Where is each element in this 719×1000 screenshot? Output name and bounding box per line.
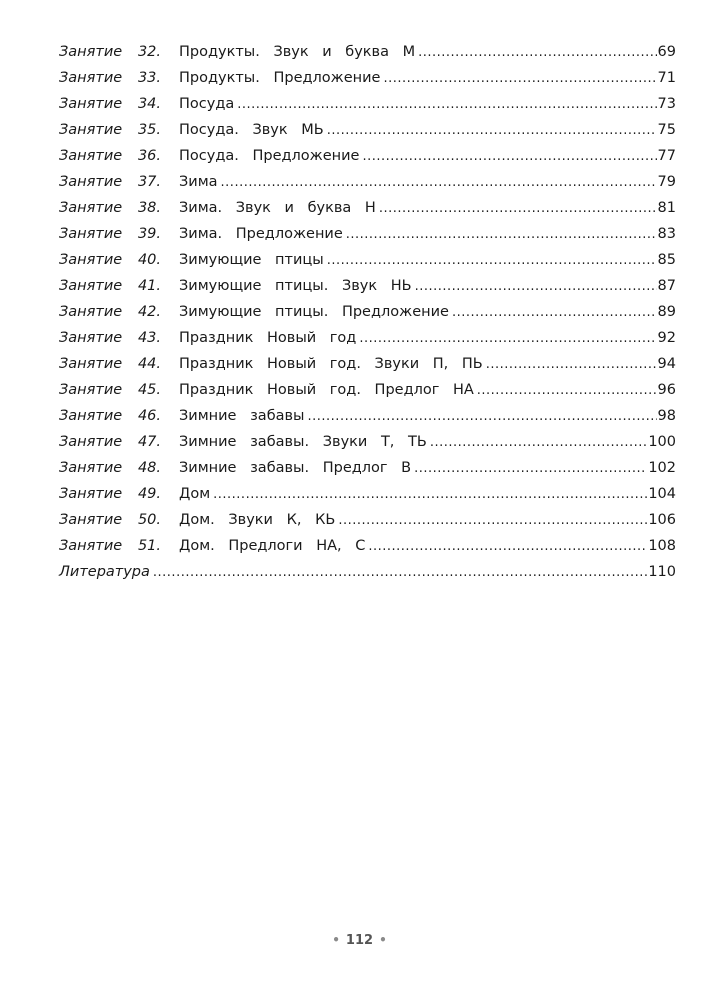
toc-page-number: 75 [657,122,676,138]
toc-entry-title: Зимующие птицы. Предложение [179,304,449,320]
toc-entry-title: Зимующие птицы. Звук НЬ [179,278,412,294]
toc-lesson-word: Занятие [59,122,123,138]
dot-leader [368,534,647,560]
toc-entry-title: Зимние забавы. Предлог В [179,460,412,476]
toc-lesson-word: Занятие [59,96,123,112]
toc-row[interactable] [59,39,676,65]
toc-lesson-number: 50. [137,512,161,528]
toc-row[interactable] [59,117,676,143]
toc-lesson-word: Занятие [59,538,123,554]
dot-leader [308,404,657,430]
dot-leader [418,40,656,66]
toc-lesson-word: Занятие [59,148,123,164]
toc-entry-title: Зима. Предложение [179,226,343,242]
toc-page-number: 110 [648,564,676,580]
toc-entry-title: Зима. Звук и буква Н [179,200,376,216]
toc-lesson-number: 33. [137,70,161,86]
toc-page-number: 92 [657,330,676,346]
dot-leader [327,118,657,144]
toc-entry-title: Зимние забавы. Звуки Т, ТЬ [179,434,427,450]
toc-page-number: 77 [657,148,676,164]
toc-entry-title: Дом. Предлоги НА, С [179,538,366,554]
toc-row[interactable] [59,325,676,351]
toc-page-number: 96 [657,382,676,398]
page-footer [0,933,719,948]
toc-lesson-word: Занятие [59,252,123,268]
dot-leader [430,430,647,456]
table-of-contents [59,39,676,585]
toc-row[interactable] [59,351,676,377]
toc-page-number: 87 [657,278,676,294]
toc-row[interactable] [59,507,676,533]
toc-entry-title: Зимующие птицы [179,252,324,268]
toc-lesson-number: 32. [137,44,161,60]
toc-entries [59,39,676,559]
toc-row[interactable] [59,481,676,507]
toc-lesson-number: 49. [137,486,161,502]
toc-page-number: 85 [657,252,676,268]
dot-leader [415,274,657,300]
toc-row[interactable] [59,169,676,195]
toc-lesson-word: Занятие [59,486,123,502]
toc-row[interactable] [59,429,676,455]
toc-lesson-word: Занятие [59,70,123,86]
toc-row[interactable] [59,91,676,117]
toc-page-number: 106 [648,512,676,528]
toc-entry-title: Зимние забавы [179,408,305,424]
toc-row[interactable] [59,273,676,299]
dot-leader [383,66,656,92]
toc-entry-title: Праздник Новый год [179,330,357,346]
dot-leader [477,378,657,404]
toc-lesson-word: Занятие [59,174,123,190]
toc-entry-title: Посуда. Предложение [179,148,360,164]
dot-leader [346,222,657,248]
dot-leader [237,92,656,118]
toc-lesson-number: 42. [137,304,161,320]
toc-entry-title: Литература [59,564,150,580]
toc-row[interactable] [59,403,676,429]
toc-lesson-word: Занятие [59,356,123,372]
footer-bullet-right: • [379,933,387,947]
toc-lesson-word: Занятие [59,330,123,346]
dot-leader [338,508,647,534]
toc-row[interactable] [59,143,676,169]
toc-page-number: 94 [657,356,676,372]
toc-page-number: 108 [648,538,676,554]
toc-row[interactable] [59,247,676,273]
toc-row[interactable] [59,195,676,221]
footer-page-number: 112 [345,933,374,948]
toc-lesson-number: 37. [137,174,161,190]
toc-lesson-number: 44. [137,356,161,372]
toc-lesson-word: Занятие [59,226,123,242]
dot-leader [213,482,647,508]
toc-page-number: 69 [657,44,676,60]
toc-lesson-number: 51. [137,538,161,554]
toc-lesson-word: Занятие [59,434,123,450]
toc-lesson-number: 43. [137,330,161,346]
toc-page-number: 79 [657,174,676,190]
toc-lesson-word: Занятие [59,278,123,294]
toc-lesson-word: Занятие [59,512,123,528]
toc-lesson-word: Занятие [59,200,123,216]
toc-entry-title: Праздник Новый год. Предлог НА [179,382,474,398]
toc-lesson-number: 41. [137,278,161,294]
toc-lesson-word: Занятие [59,304,123,320]
toc-lesson-number: 48. [137,460,161,476]
toc-page-number: 102 [648,460,676,476]
toc-lesson-number: 47. [137,434,161,450]
toc-lesson-word: Занятие [59,408,123,424]
dot-leader [221,170,657,196]
toc-row[interactable] [59,455,676,481]
dot-leader [379,196,657,222]
toc-page-number: 98 [657,408,676,424]
toc-entry-title: Дом [179,486,211,502]
toc-row[interactable] [59,221,676,247]
dot-leader [414,456,647,482]
toc-page-number: 83 [657,226,676,242]
toc-page-number: 100 [648,434,676,450]
toc-lesson-number: 46. [137,408,161,424]
toc-lesson-number: 36. [137,148,161,164]
toc-lesson-number: 38. [137,200,161,216]
toc-row-literature[interactable] [59,559,676,585]
dot-leader [452,300,657,326]
toc-lesson-word: Занятие [59,460,123,476]
toc-entry-title: Продукты. Звук и буква М [179,44,416,60]
toc-row[interactable] [59,299,676,325]
dot-leader [359,326,656,352]
toc-page-number: 81 [657,200,676,216]
toc-lesson-number: 40. [137,252,161,268]
toc-entry-title: Дом. Звуки К, КЬ [179,512,336,528]
toc-lesson-number: 35. [137,122,161,138]
dot-leader [327,248,657,274]
toc-lesson-word: Занятие [59,44,123,60]
toc-row[interactable] [59,377,676,403]
toc-lesson-word: Занятие [59,382,123,398]
footer-bullet-left: • [332,933,340,947]
toc-entry-title: Посуда [179,96,235,112]
toc-entry-title: Праздник Новый год. Звуки П, ПЬ [179,356,483,372]
toc-page-number: 104 [648,486,676,502]
toc-row[interactable] [59,65,676,91]
toc-page-number: 89 [657,304,676,320]
toc-entry-title: Зима [179,174,218,190]
toc-lesson-number: 39. [137,226,161,242]
dot-leader [153,560,647,586]
toc-page-number: 73 [657,96,676,112]
dot-leader [362,144,656,170]
toc-entry-title: Посуда. Звук МЬ [179,122,324,138]
toc-row[interactable] [59,533,676,559]
dot-leader [486,352,657,378]
toc-lesson-number: 34. [137,96,161,112]
toc-lesson-number: 45. [137,382,161,398]
toc-page-number: 71 [657,70,676,86]
toc-entry-title: Продукты. Предложение [179,70,381,86]
